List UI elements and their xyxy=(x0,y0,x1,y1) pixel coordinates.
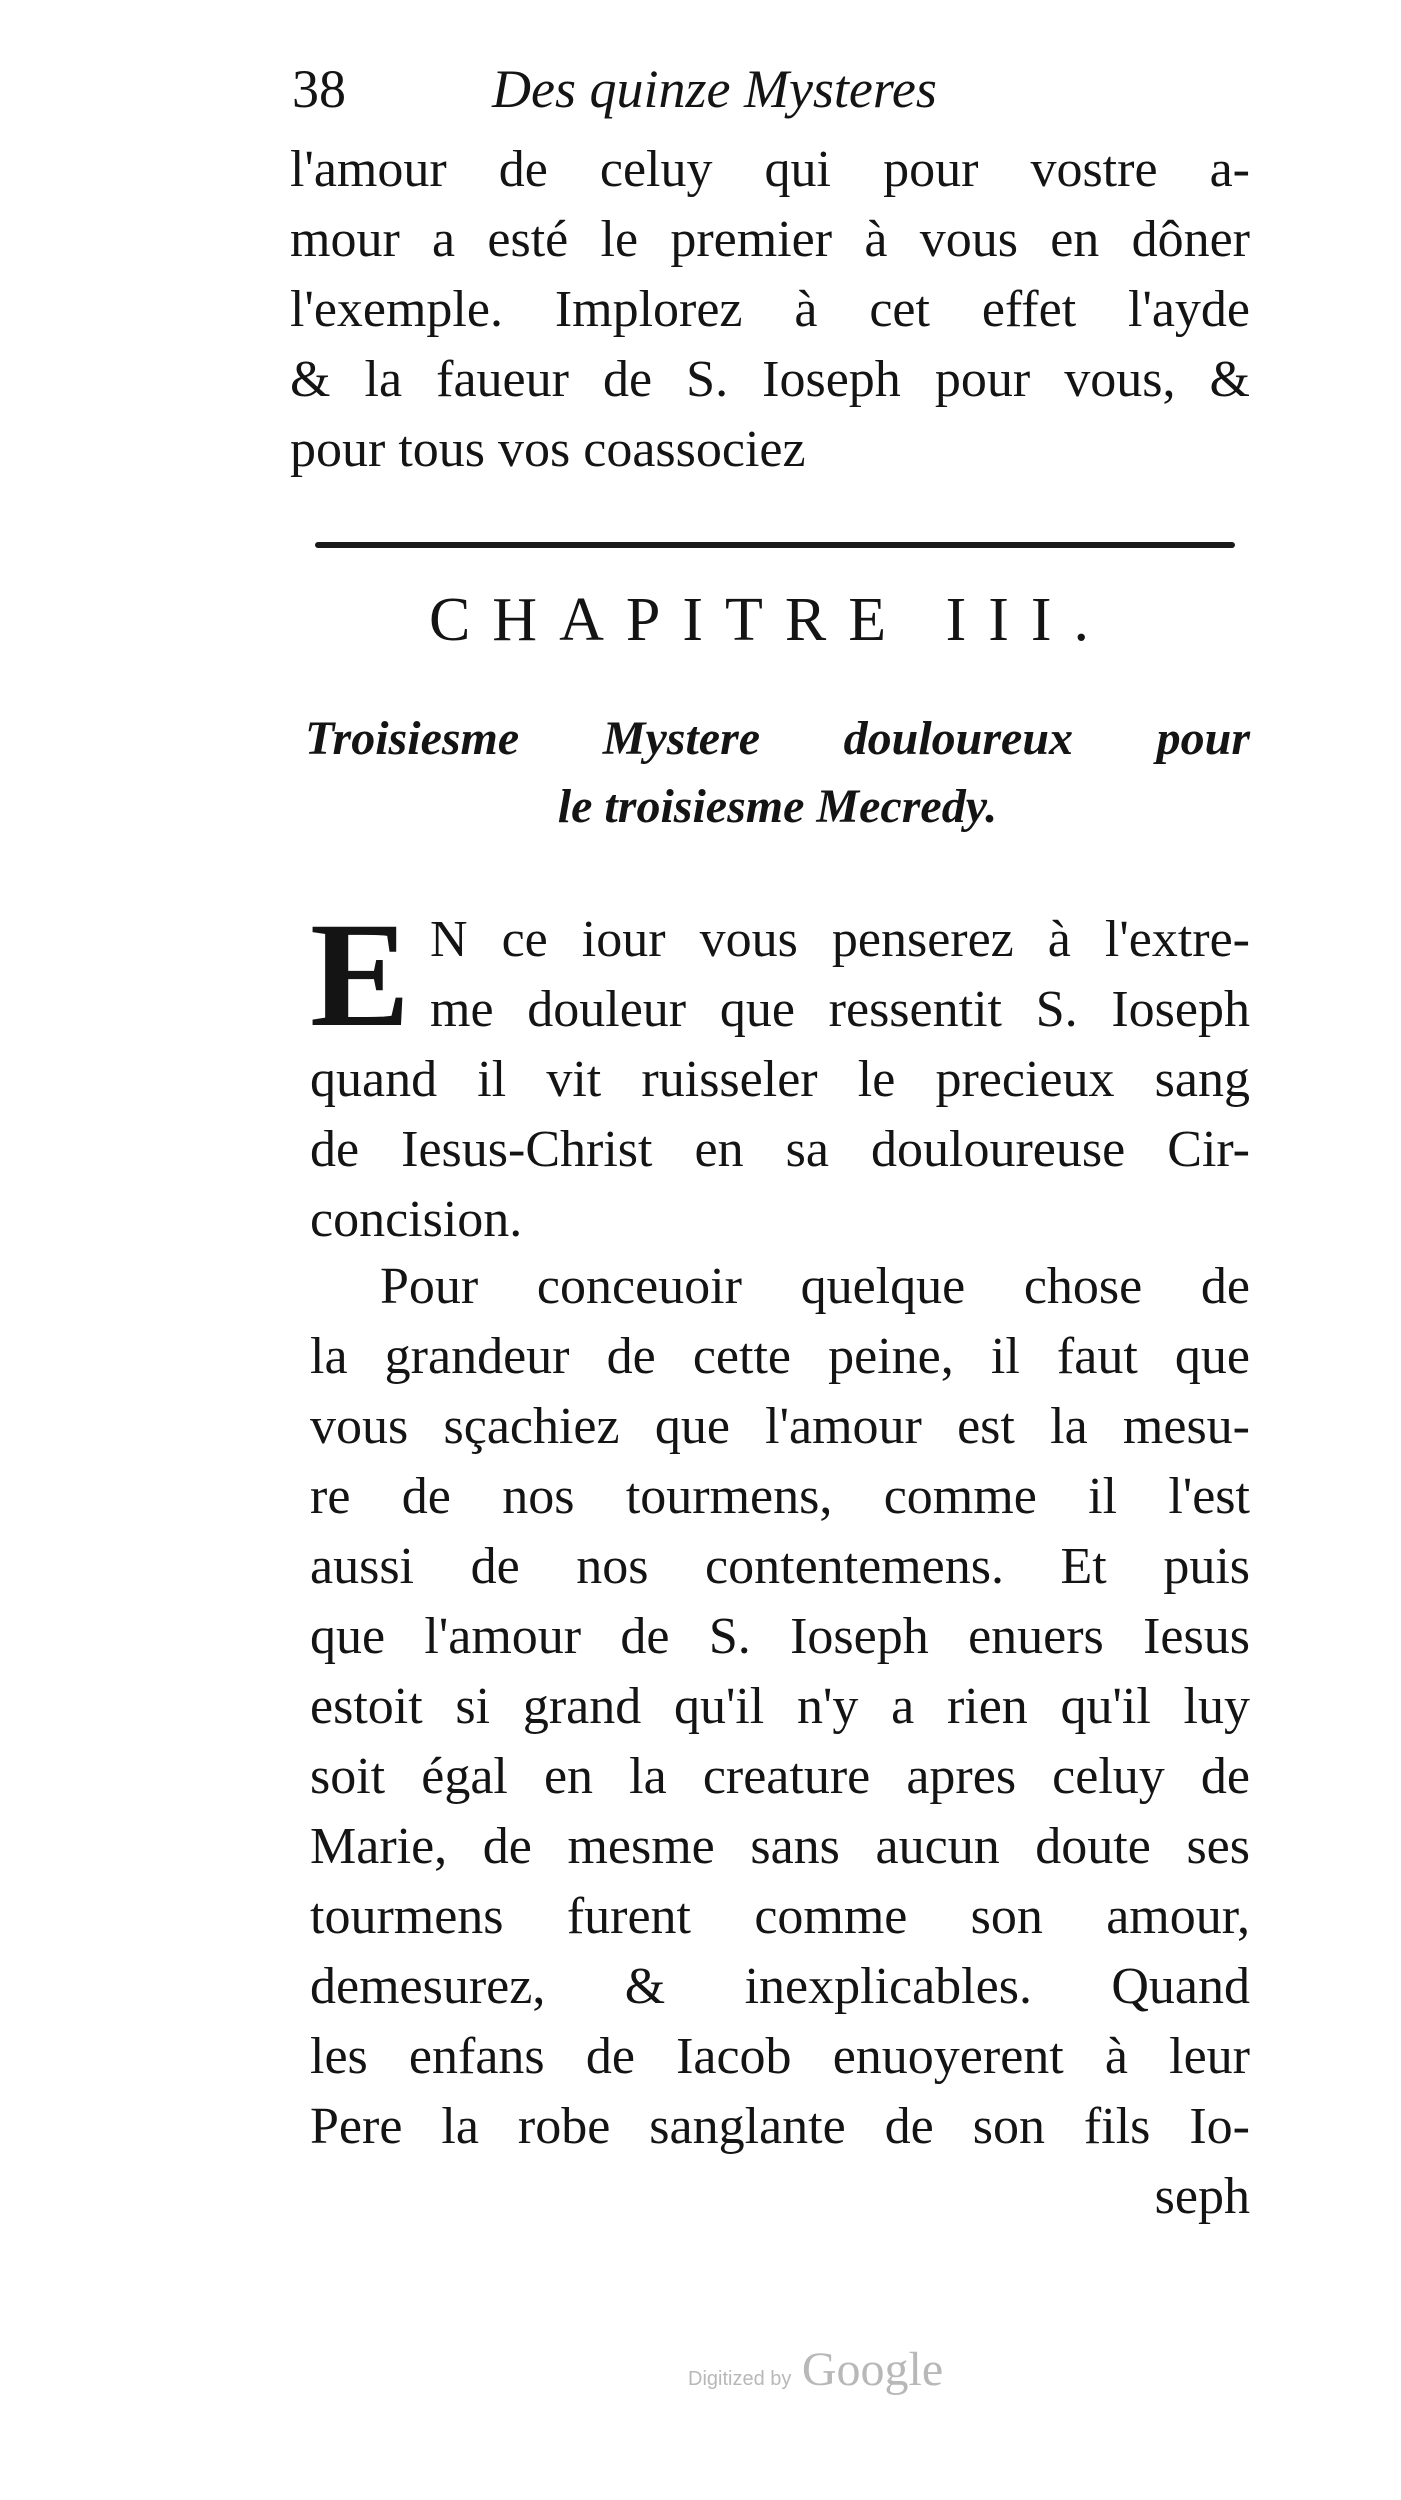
text-line: la grandeur de cette peine, il faut que xyxy=(310,1328,1250,1385)
chapter-heading: CHAPITRE III. xyxy=(428,586,1112,654)
text-line: re de nos tourmens, comme il l'est xyxy=(310,1468,1250,1525)
text-line: mour a esté le premier à vous en dôner xyxy=(290,211,1250,268)
text-line: l'amour de celuy qui pour vostre a- xyxy=(290,141,1250,198)
running-title: Des quinze Mysteres xyxy=(492,59,937,119)
running-head xyxy=(292,58,1272,138)
text-line: aussi de nos contentemens. Et puis xyxy=(310,1538,1250,1595)
section-divider-rule xyxy=(315,542,1235,548)
subtitle-line: Troisiesme Mystere douloureux pour xyxy=(305,712,1250,765)
text-line: me douleur que ressentit S. Ioseph xyxy=(430,981,1250,1038)
page-number: 38 xyxy=(292,59,346,119)
text-line: que l'amour de S. Ioseph enuers Iesus xyxy=(310,1608,1250,1665)
text-line: Pour conceuoir quelque chose de xyxy=(380,1258,1250,1315)
second-paragraph xyxy=(310,1252,1250,2232)
text-line: vous sçachiez que l'amour est la mesu- xyxy=(310,1398,1250,1455)
text-line: les enfans de Iacob enuoyerent à leur xyxy=(310,2028,1250,2085)
text-line: Pere la robe sanglante de son fils Io- xyxy=(310,2098,1250,2155)
catchword: seph xyxy=(1154,2168,1250,2225)
text-line: & la faueur de S. Ioseph pour vous, & xyxy=(290,351,1250,408)
text-line: tourmens furent comme son amour, xyxy=(310,1888,1250,1945)
text-line: l'exemple. Implorez à cet effet l'ayde xyxy=(290,281,1250,338)
opening-paragraph xyxy=(310,892,1250,1255)
text-line: concision. xyxy=(310,1191,523,1248)
watermark-brand: Google xyxy=(801,2343,944,2396)
text-line: de Iesus-Christ en sa douloureuse Cir- xyxy=(310,1121,1250,1178)
text-line: Marie, de mesme sans aucun doute ses xyxy=(310,1818,1250,1875)
digitization-watermark xyxy=(688,2342,988,2402)
chapter-subtitle xyxy=(305,705,1250,841)
text-line: estoit si grand qu'il n'y a rien qu'il luy xyxy=(310,1678,1250,1735)
text-line: soit égal en la creature apres celuy de xyxy=(310,1748,1250,1805)
drop-cap: E xyxy=(310,892,411,1058)
text-line: demesurez, & inexplicables. Quand xyxy=(310,1958,1250,2015)
carry-over-paragraph xyxy=(290,135,1250,485)
watermark-prefix: Digitized by xyxy=(688,2368,792,2390)
text-line: N ce iour vous penserez à l'extre- xyxy=(430,911,1250,968)
text-line: pour tous vos coassociez xyxy=(290,421,806,478)
text-line: quand il vit ruisseler le precieux sang xyxy=(310,1051,1250,1108)
subtitle-line: le troisiesme Mecredy. xyxy=(557,780,998,833)
